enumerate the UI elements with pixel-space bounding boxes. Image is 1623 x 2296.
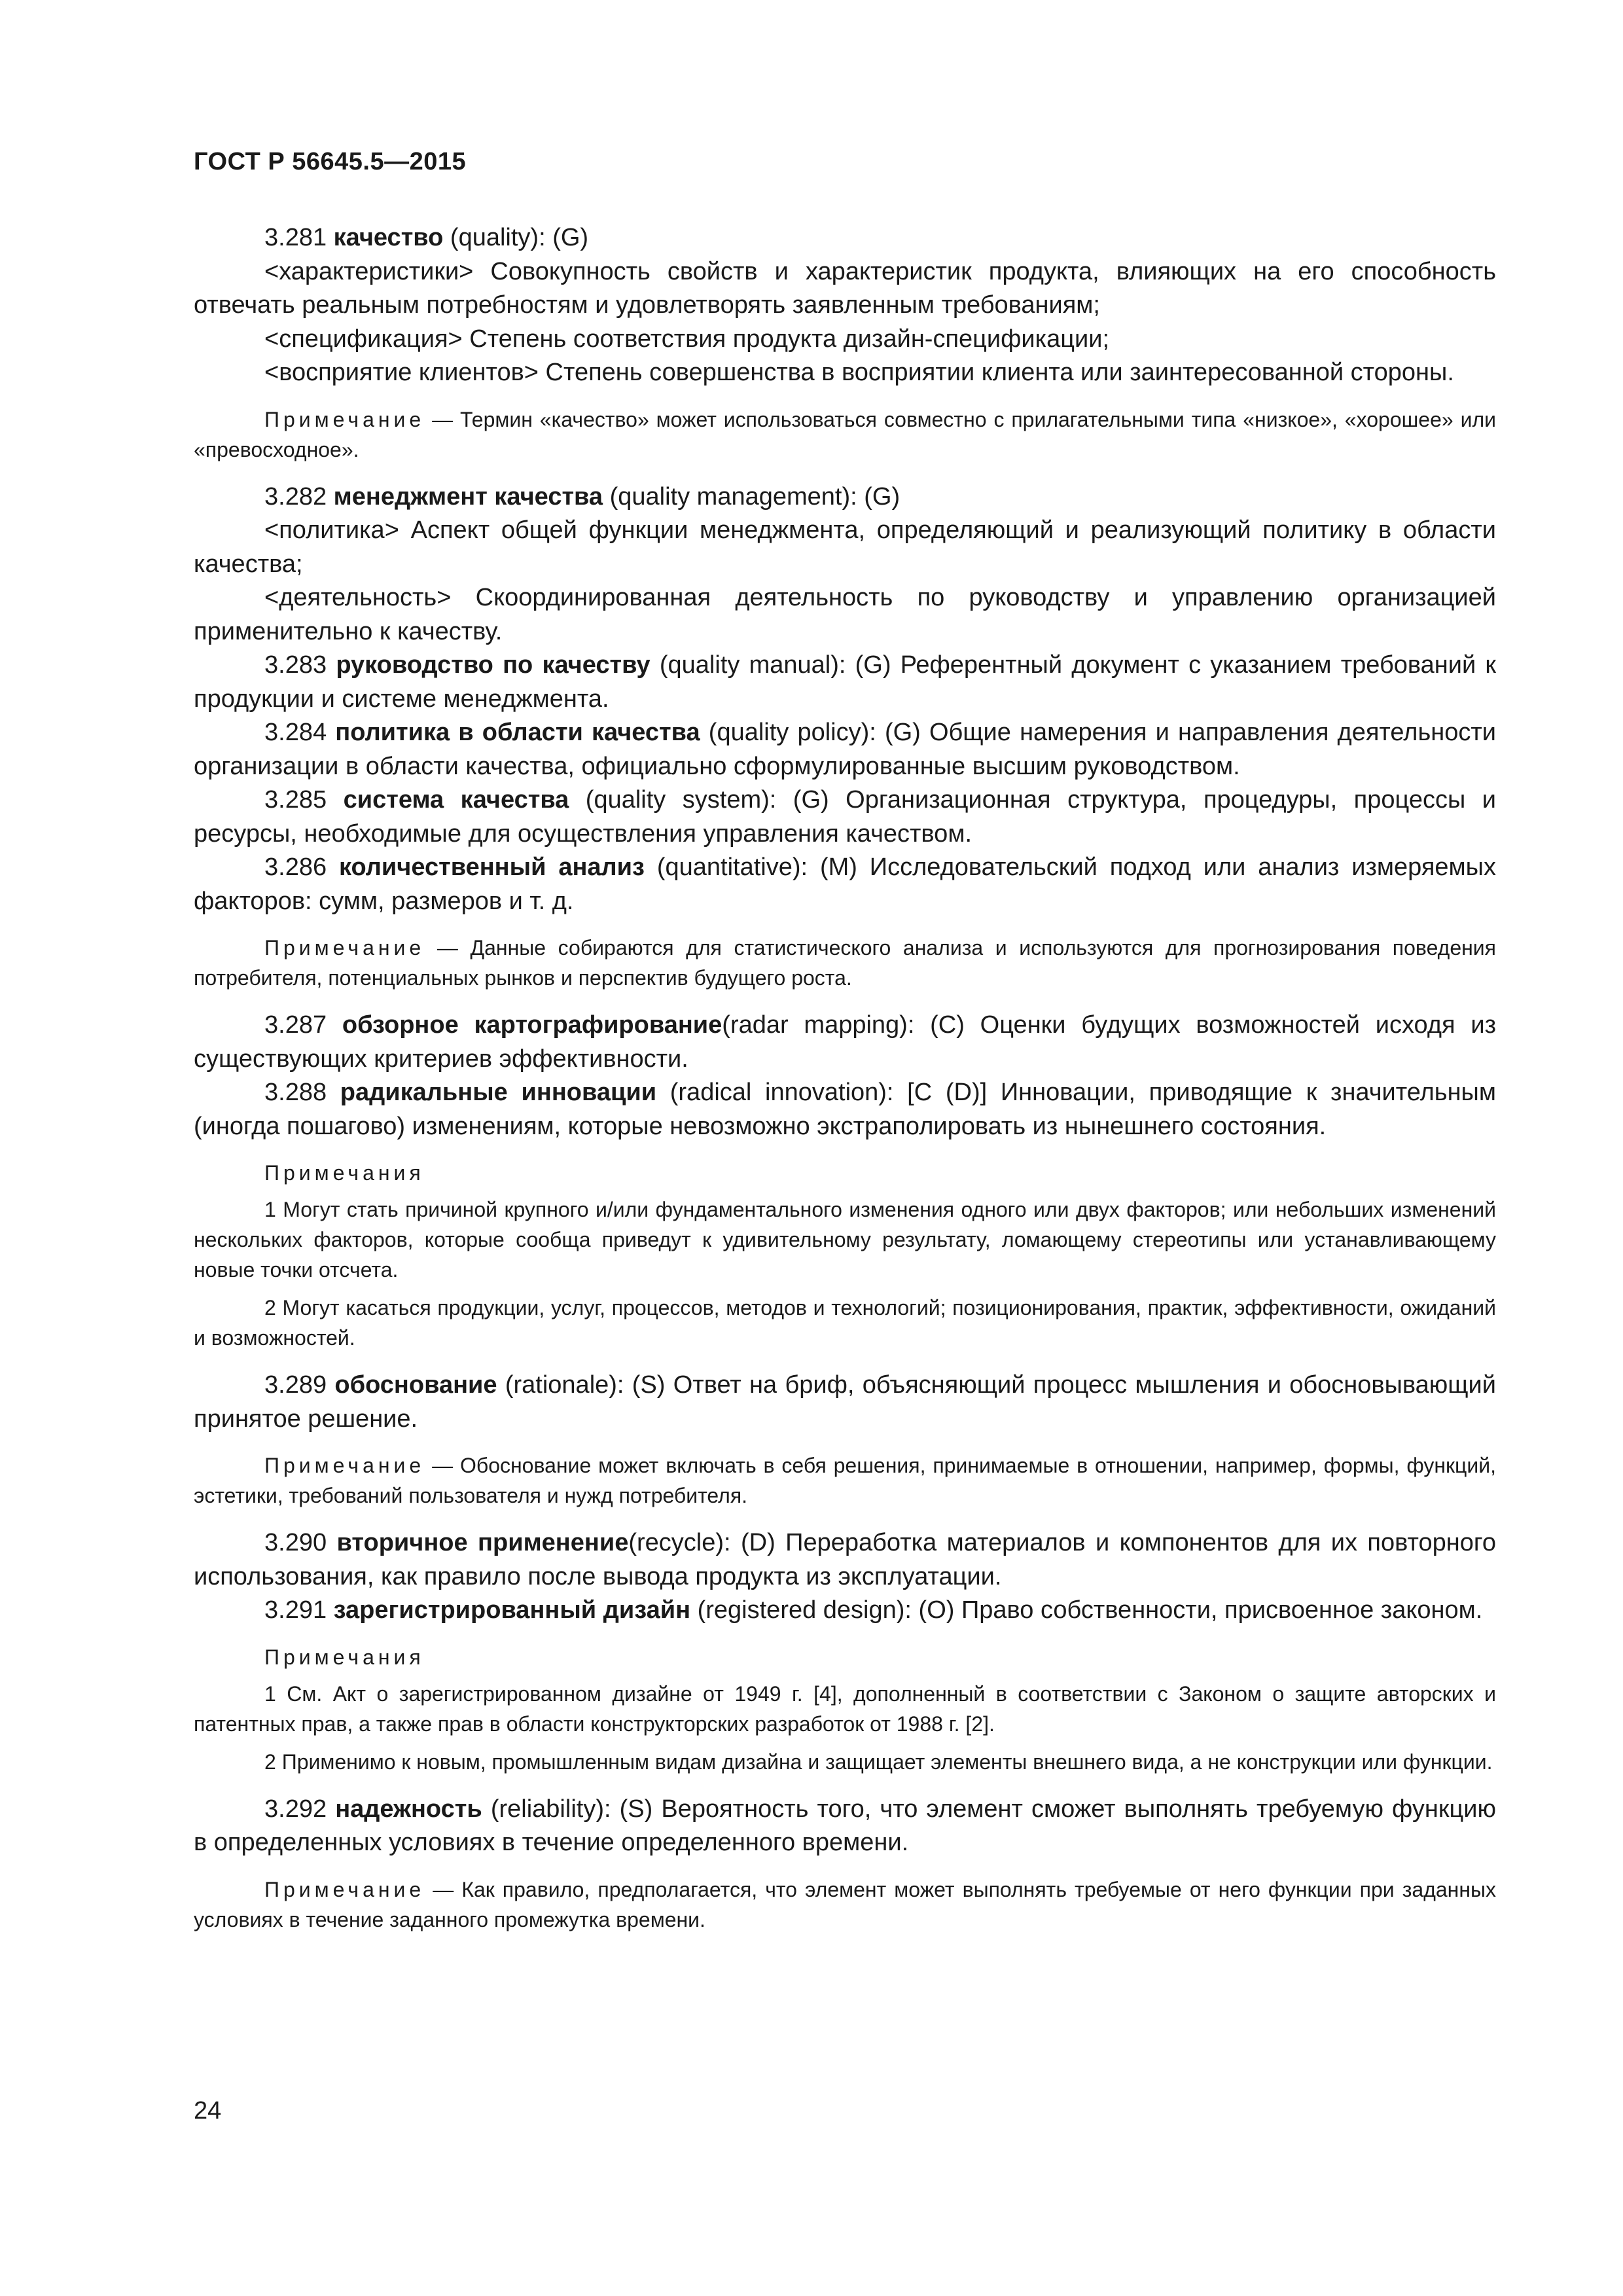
term-definition: (quality policy): (G) Общие намерения и направления деятельности организации в области качества, официально сформулированные высшим руководством. [194,719,1496,780]
term-entry-3-287 [194,1009,1496,1076]
term: руководство по качеству [336,651,651,679]
note-3-281 [194,404,1496,465]
entry-number: 3.286 [264,853,339,881]
term: политика в области качества [335,719,700,746]
term-entry-3-286 [194,851,1496,918]
note-3-292 [194,1874,1496,1935]
definition-line: <характеристики> Совокупность свойств и характеристик продукта, влияющих на его способность отвечать реальным потребностям и удовлетворять заявленным требованиям; [194,257,1496,319]
entry-number: 3.292 [264,1795,336,1823]
note-text: Термин «качество» может использоваться совместно с прилагательными типа «низкое», «хорошее» или «превосходное». [194,407,1497,461]
note-label: Примечание [264,407,425,431]
entry-number: 3.282 [264,482,334,511]
term-definition: (reliability): (S) Вероятность того, что элемент сможет выполнять требуемую функцию в определенных условиях в течение определенного времени. [194,1795,1496,1856]
term-definition: (quality management): (G) [603,482,901,511]
term-definition: (recycle): (D) Переработка материалов и компонентов для их повторного использования, как правило после вывода продукта из эксплуатации. [194,1529,1496,1590]
notes-heading [194,1158,1496,1188]
term-entry-3-288 [194,1076,1496,1143]
note-label: Примечание [264,1454,425,1477]
term: надежность [335,1795,482,1823]
entry-number: 3.281 [264,224,334,251]
note-text: Как правило, предполагается, что элемент может выполнять требуемые от него функции при заданных условиях в течение заданного промежутка времени. [194,1877,1496,1931]
term: система качества [343,786,569,814]
definition-line: <восприятие клиентов> Степень совершенства в восприятии клиента или заинтересованной стороны. [264,359,1454,386]
document-header: ГОСТ Р 56645.5—2015 [194,148,467,175]
term-entry-3-282 [194,480,1496,514]
note-dash: — [425,936,471,960]
term-definition: (rationale): (S) Ответ на бриф, объясняющий процесс мышления и обосновывающий принятое решение. [194,1371,1497,1433]
note-3-289 [194,1450,1496,1511]
note-item: 1 Могут стать причиной крупного и/или фундаментального изменения одного или двух факторов; или небольших изменений нескольких факторов, которые сообща приведут к удивительному результату, ломающему стереотипы или устанавливающему новые точки отсчета. [194,1198,1496,1282]
entry-number: 3.288 [264,1079,340,1106]
term-entry-3-285 [194,783,1496,851]
term-entry-3-290 [194,1526,1496,1594]
term-definition: (registered design): (O) Право собственности, присвоенное законом. [690,1596,1483,1624]
note-item: 2 Могут касаться продукции, услуг, процессов, методов и технологий; позиционирования, практик, эффективности, ожиданий и возможностей. [194,1296,1496,1350]
entry-number: 3.283 [264,651,336,679]
notes-label: Примечания [264,1645,425,1669]
term-entry-3-289 [194,1369,1496,1436]
term-definition: (radical innovation): [C (D)] Инновации, приводящие к значительным (иногда пошагово) изменениям, которые невозможно экстраполировать из нынешнего состояния. [194,1079,1496,1140]
term: количественный анализ [339,853,645,881]
term-entry-3-281 [194,221,1496,255]
term-entry-3-292 [194,1793,1496,1860]
notes-heading [194,1642,1496,1672]
term: обзорное картографирование [342,1011,722,1039]
note-text: Обоснование может включать в себя решения, принимаемые в отношении, например, формы, функций, эстетики, требований пользователя и нужд потребителя. [194,1454,1497,1507]
entry-number: 3.289 [264,1371,335,1399]
term-definition: (quality system): (G) Организационная структура, процедуры, процессы и ресурсы, необходимые для осуществления управления качеством. [194,786,1496,848]
page-number: 24 [194,2097,222,2125]
notes-label: Примечания [264,1161,425,1185]
term-definition: (quality): (G) [443,224,589,251]
term: вторичное применение [336,1529,629,1556]
note-item: 1 См. Акт о зарегистрированном дизайне от 1949 г. [4], дополненный в соответствии с Законом о защите авторских и патентных прав, а также прав в области конструкторских разработок от 1988 г. [2]. [194,1681,1496,1736]
note-label: Примечание [264,1877,425,1901]
definition-line: <политика> Аспект общей функции менеджмента, определяющий и реализующий политику в области качества; [194,516,1496,578]
term: зарегистрированный дизайн [333,1596,691,1624]
definition-line: <деятельность> Скоординированная деятельность по руководству и управлению организацией применительно к качеству. [194,584,1496,645]
term: радикальные инновации [340,1079,657,1106]
term: качество [333,224,444,251]
entry-number: 3.291 [264,1596,334,1624]
term: менеджмент качества [333,482,603,511]
note-dash: — [425,1454,460,1477]
document-body [194,221,1496,1935]
entry-number: 3.285 [264,786,344,814]
note-text: Данные собираются для статистического анализа и используются для прогнозирования поведения потребителя, потенциальных рынков и перспектив будущего роста. [194,936,1497,990]
entry-number: 3.290 [264,1529,337,1556]
note-3-286 [194,933,1496,993]
term-entry-3-284 [194,716,1496,783]
term-entry-3-283 [194,649,1496,716]
note-item: 2 Применимо к новым, промышленным видам дизайна и защищает элементы внешнего вида, а не конструкции или функции. [264,1749,1493,1774]
note-dash: — [425,407,461,431]
note-label: Примечание [264,936,425,960]
term: обоснование [334,1371,497,1399]
definition-line: <спецификация> Степень соответствия продукта дизайн-спецификации; [264,325,1110,353]
note-dash: — [425,1877,462,1901]
term-definition: (radar mapping): (C) Оценки будущих возможностей исходя из существующих критериев эффективности. [194,1011,1496,1073]
term-entry-3-291 [194,1594,1496,1628]
entry-number: 3.287 [264,1011,342,1039]
entry-number: 3.284 [264,719,336,746]
term-definition: (quality manual): (G) Референтный документ с указанием требований к продукции и системе менеджмента. [194,651,1496,713]
term-definition: (quantitative): (M) Исследовательский подход или анализ измеряемых факторов: сумм, размеров и т. д. [194,853,1496,915]
